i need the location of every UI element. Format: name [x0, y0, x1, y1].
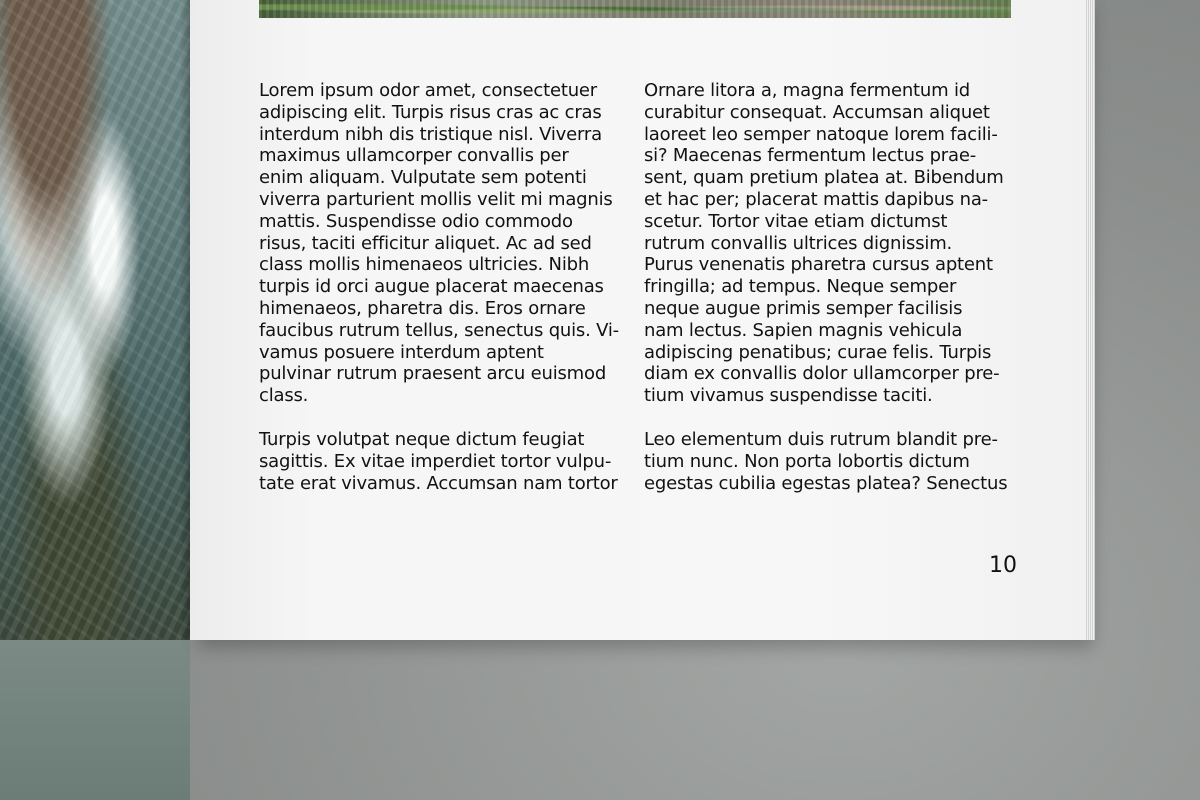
text-line: interdum nibh dis tristique nisl. Viverra — [259, 123, 602, 145]
text-line: pulvinar rutrum praesent arcu euismod — [259, 363, 607, 385]
text-line: tium nunc. Non porta lobortis dictum — [644, 450, 970, 472]
left-paragraph-1 — [259, 80, 623, 407]
page-edge — [1085, 0, 1095, 640]
text-line: sent, quam pretium platea at. Bibendum — [644, 167, 1004, 189]
text-line: diam ex convallis dolor ullamcorper pre- — [644, 363, 1000, 385]
text-line: Ornare litora a, magna fermentum id — [644, 80, 971, 101]
text-line: adipiscing elit. Turpis risus cras ac cras — [259, 101, 602, 123]
text-line: rutrum convallis ultrices dignissim. — [644, 232, 953, 254]
text-line: vamus posuere interdum aptent — [259, 341, 544, 363]
text-line: tate erat vivamus. Accumsan nam tortor — [259, 472, 618, 494]
right-paragraph-2 — [644, 429, 1008, 494]
text-line: faucibus rutrum tellus, senectus quis. Vi- — [259, 319, 619, 341]
left-paragraph-2 — [259, 429, 623, 494]
text-line: scetur. Tortor vitae etiam dictumst — [644, 210, 948, 232]
right-paragraph-1 — [644, 80, 1008, 407]
left-page-photo — [0, 0, 190, 640]
text-line: neque augue primis semper facilisis — [644, 297, 963, 319]
page-number: 10 — [989, 553, 1017, 578]
text-line: risus, taciti efficitur aliquet. Ac ad sed — [259, 232, 592, 254]
text-line: egestas cubilia egestas platea? Senectus — [644, 472, 1008, 494]
text-line: laoreet leo semper natoque lorem facili- — [644, 123, 998, 145]
text-line: Lorem ipsum odor amet, consectetuer — [259, 80, 597, 101]
text-line: maximus ullamcorper convallis per — [259, 145, 569, 167]
text-line: sagittis. Ex vitae imperdiet tortor vulpu- — [259, 450, 612, 472]
text-line: si? Maecenas fermentum lectus prae- — [644, 145, 976, 167]
text-line: Leo elementum duis rutrum blandit pre- — [644, 428, 998, 450]
text-line: viverra parturient mollis velit mi magnis — [259, 188, 613, 210]
right-page-stack — [190, 0, 1085, 640]
right-text-column — [644, 80, 1008, 494]
text-line: enim aliquam. Vulputate sem potenti — [259, 167, 587, 189]
text-line: Turpis volutpat neque dictum feugiat — [259, 428, 585, 450]
left-page-shadow — [0, 640, 190, 800]
text-line: turpis id orci augue placerat maecenas — [259, 276, 604, 298]
text-line: himenaeos, pharetra dis. Eros ornare — [259, 297, 586, 319]
text-line: class mollis himenaeos ultricies. Nibh — [259, 254, 590, 276]
text-line: fringilla; ad tempus. Neque semper — [644, 276, 957, 298]
text-line: Purus venenatis pharetra cursus aptent — [644, 254, 993, 276]
text-line: class. — [259, 385, 309, 407]
text-line: curabitur consequat. Accumsan aliquet — [644, 101, 990, 123]
text-line: mattis. Suspendisse odio commodo — [259, 210, 573, 232]
top-photo-strip — [259, 0, 1011, 18]
text-line: et hac per; placerat mattis dapibus na- — [644, 188, 988, 210]
text-line: adipiscing penatibus; curae felis. Turpis — [644, 341, 992, 363]
text-line: nam lectus. Sapien magnis vehicula — [644, 319, 963, 341]
left-text-column — [259, 80, 623, 494]
right-page — [190, 0, 1085, 640]
text-line: tium vivamus suspendisse taciti. — [644, 385, 933, 407]
